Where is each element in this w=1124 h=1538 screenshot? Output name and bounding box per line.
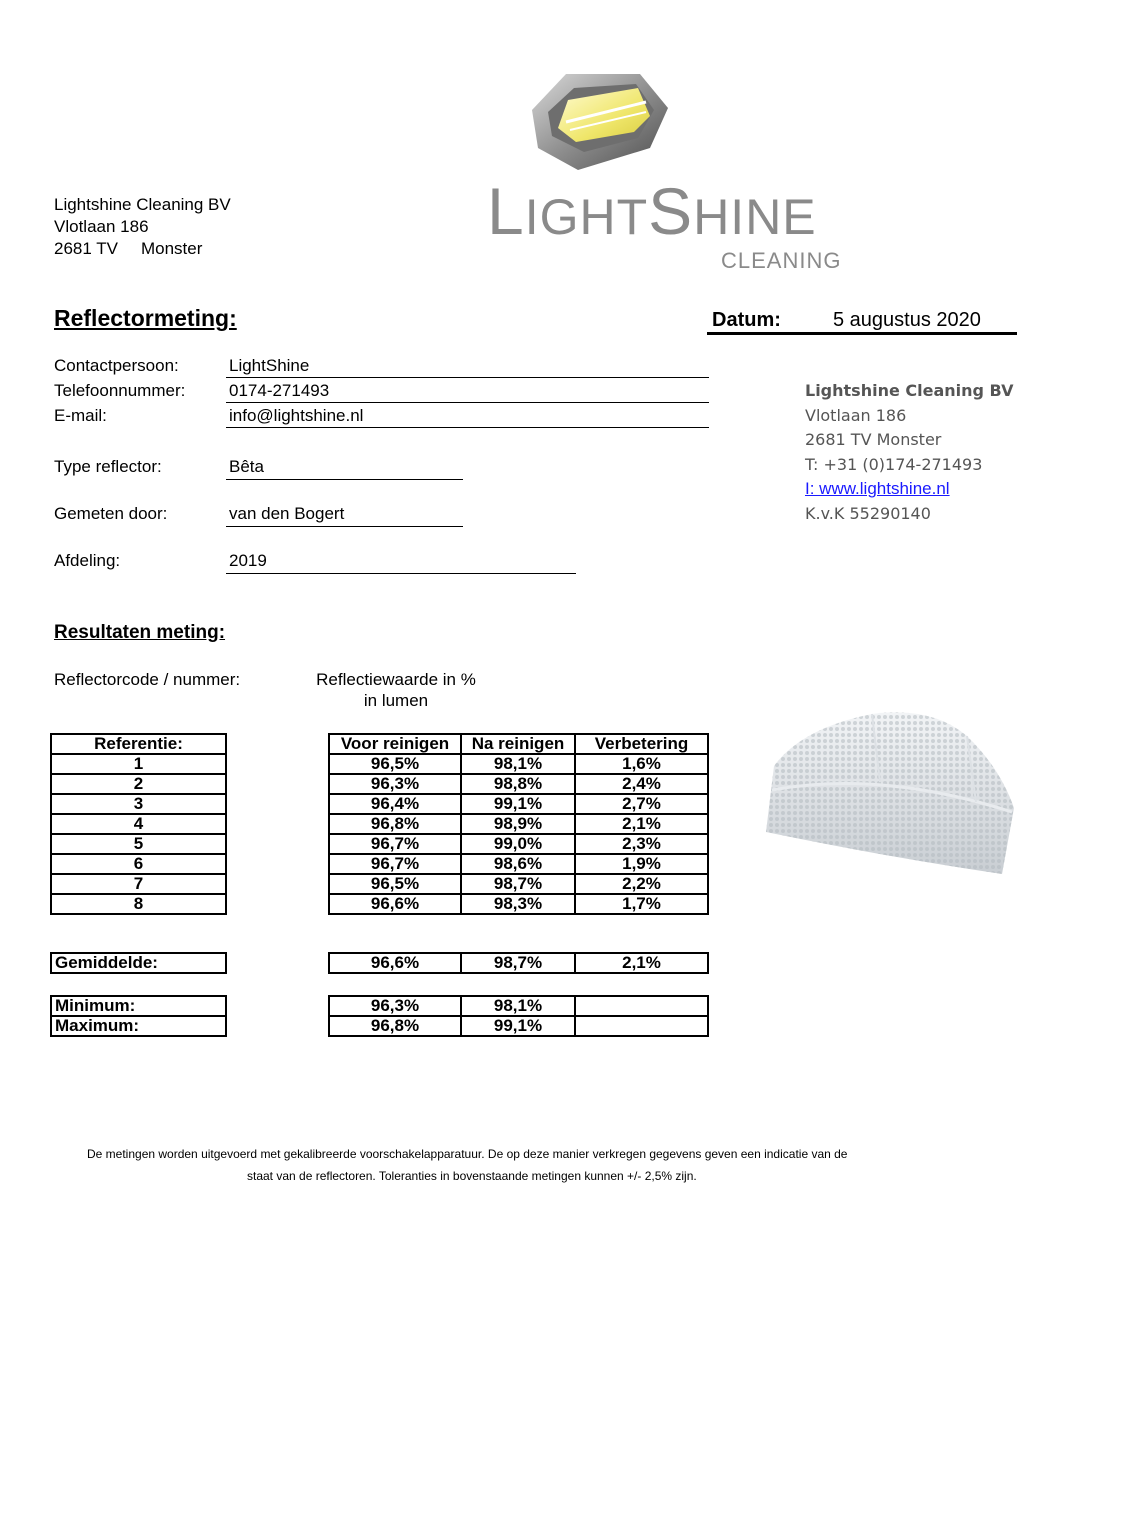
maximum-improvement <box>575 1016 708 1036</box>
measured-label: Gemeten door: <box>54 504 168 523</box>
minimum-before: 96,3% <box>329 996 461 1016</box>
sender-address <box>54 194 231 260</box>
email-label: E-mail: <box>54 406 107 425</box>
improvement-cell: 2,4% <box>575 774 708 794</box>
after-cell: 98,8% <box>461 774 575 794</box>
company-contact-block <box>805 379 1013 526</box>
company-kvk: K.v.K 55290140 <box>805 503 931 523</box>
table-row <box>51 854 226 874</box>
before-cell: 96,5% <box>329 754 461 774</box>
type-underline <box>226 479 463 480</box>
contact-label: Contactpersoon: <box>54 356 179 375</box>
type-label: Type reflector: <box>54 457 162 476</box>
average-improvement: 2,1% <box>575 953 708 973</box>
table-row <box>51 794 226 814</box>
table-row <box>329 1016 708 1036</box>
date-value: 5 augustus 2020 <box>833 309 981 331</box>
phone-label: Telefoonnummer: <box>54 381 186 400</box>
contact-value: LightShine <box>229 356 310 375</box>
maximum-before: 96,8% <box>329 1016 461 1036</box>
logo-wordmark: LIGHTSHINE <box>487 174 817 248</box>
results-title: Resultaten meting: <box>54 622 226 643</box>
after-cell: 99,0% <box>461 834 575 854</box>
table-row <box>329 996 708 1016</box>
table-row <box>51 774 226 794</box>
table-row <box>51 754 226 774</box>
before-cell: 96,6% <box>329 894 461 914</box>
sender-name: Lightshine Cleaning BV <box>54 195 231 214</box>
measured-value: van den Bogert <box>229 504 345 523</box>
type-value: Bêta <box>229 457 264 476</box>
reference-cell: 7 <box>51 874 226 894</box>
before-cell: 96,5% <box>329 874 461 894</box>
table-row <box>329 894 708 914</box>
table-row <box>329 953 708 973</box>
maximum-after: 99,1% <box>461 1016 575 1036</box>
reference-cell: 6 <box>51 854 226 874</box>
table-row <box>329 814 708 834</box>
department-label: Afdeling: <box>54 551 121 570</box>
date-underline <box>707 332 1017 335</box>
measurement-table <box>328 733 709 915</box>
table-row <box>51 1016 226 1036</box>
company-phone: T: +31 (0)174-271493 <box>805 454 983 474</box>
minimum-label: Minimum: <box>51 996 226 1016</box>
footnote-line-1: De metingen worden uitgevoerd met gekalibreerde voorschakelapparatuur. De op deze manier verkregen gegevens geven een indicatie van de <box>87 1147 848 1161</box>
table-row <box>329 734 708 754</box>
sender-city: Monster <box>140 239 203 258</box>
before-header: Voor reinigen <box>329 734 461 754</box>
table-row <box>51 953 226 973</box>
improvement-header: Verbetering <box>575 734 708 754</box>
reflector-code-label: Reflectorcode / nummer: <box>54 670 241 689</box>
after-cell: 98,9% <box>461 814 575 834</box>
table-row <box>329 874 708 894</box>
company-website-link[interactable]: I: www.lightshine.nl <box>805 479 950 498</box>
table-row <box>329 834 708 854</box>
table-row <box>329 854 708 874</box>
reference-cell: 4 <box>51 814 226 834</box>
minmax-label-table <box>50 995 227 1037</box>
table-row <box>329 794 708 814</box>
page-title: Reflectormeting: <box>54 305 237 331</box>
improvement-cell: 2,7% <box>575 794 708 814</box>
after-cell: 98,1% <box>461 754 575 774</box>
reference-header: Referentie: <box>51 734 226 754</box>
improvement-cell: 1,7% <box>575 894 708 914</box>
reflection-unit-label: in lumen <box>363 691 429 710</box>
email-underline <box>226 427 709 428</box>
after-cell: 99,1% <box>461 794 575 814</box>
table-row <box>51 814 226 834</box>
before-cell: 96,4% <box>329 794 461 814</box>
email-value: info@lightshine.nl <box>229 406 364 425</box>
reflection-value-label: Reflectiewaarde in % <box>316 670 476 689</box>
before-cell: 96,3% <box>329 774 461 794</box>
average-after: 98,7% <box>461 953 575 973</box>
after-cell: 98,6% <box>461 854 575 874</box>
average-label-table <box>50 952 227 974</box>
measured-underline <box>226 526 463 527</box>
table-row <box>51 874 226 894</box>
date-label: Datum: <box>712 309 781 331</box>
improvement-cell: 1,6% <box>575 754 708 774</box>
logo-subtitle: CLEANING <box>721 248 842 273</box>
company-city: 2681 TV Monster <box>805 430 942 449</box>
table-row <box>51 996 226 1016</box>
improvement-cell: 2,1% <box>575 814 708 834</box>
maximum-label: Maximum: <box>51 1016 226 1036</box>
sender-street: Vlotlaan 186 <box>54 217 149 236</box>
company-street: Vlotlaan 186 <box>805 405 907 425</box>
department-value: 2019 <box>229 551 267 570</box>
contact-underline <box>226 377 709 378</box>
sender-postcode: 2681 TV <box>54 239 118 258</box>
table-row <box>51 894 226 914</box>
improvement-cell: 2,3% <box>575 834 708 854</box>
after-header: Na reinigen <box>461 734 575 754</box>
reference-cell: 3 <box>51 794 226 814</box>
average-label: Gemiddelde: <box>51 953 226 973</box>
reference-cell: 1 <box>51 754 226 774</box>
table-row <box>329 754 708 774</box>
improvement-cell: 2,2% <box>575 874 708 894</box>
after-cell: 98,7% <box>461 874 575 894</box>
reference-cell: 2 <box>51 774 226 794</box>
average-before: 96,6% <box>329 953 461 973</box>
minimum-after: 98,1% <box>461 996 575 1016</box>
minimum-improvement <box>575 996 708 1016</box>
table-row <box>51 834 226 854</box>
average-table <box>328 952 709 974</box>
reference-cell: 5 <box>51 834 226 854</box>
lightshine-logo-icon <box>528 70 678 175</box>
table-row <box>329 774 708 794</box>
reflector-image <box>762 708 1018 874</box>
phone-underline <box>226 402 709 403</box>
after-cell: 98,3% <box>461 894 575 914</box>
department-underline <box>226 573 576 574</box>
minmax-table <box>328 995 709 1037</box>
before-cell: 96,7% <box>329 854 461 874</box>
reference-table <box>50 733 227 915</box>
improvement-cell: 1,9% <box>575 854 708 874</box>
before-cell: 96,7% <box>329 834 461 854</box>
before-cell: 96,8% <box>329 814 461 834</box>
sender-city-line <box>54 238 231 260</box>
reference-cell: 8 <box>51 894 226 914</box>
table-row <box>51 734 226 754</box>
phone-value: 0174-271493 <box>229 381 330 400</box>
footnote-line-2: staat van de reflectoren. Toleranties in bovenstaande metingen kunnen +/- 2,5% zijn. <box>247 1169 697 1183</box>
company-name: Lightshine Cleaning BV <box>805 381 1014 400</box>
